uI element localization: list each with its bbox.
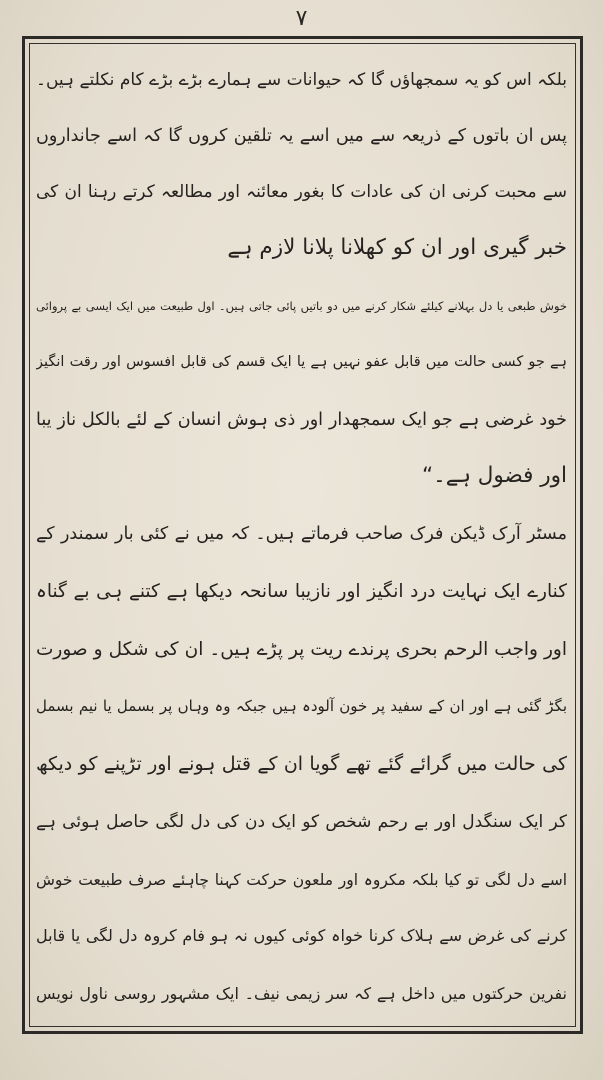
- text-line: کنارے ایک نہایت درد انگیز اور نازیبا سانحہ دیکھا ہے کتنے ہی بے گناہ: [36, 581, 567, 602]
- text-line: خبر گیری اور ان کو کھلانا پلانا لازم ہے: [227, 235, 567, 260]
- text-line: خود غرضی ہے جو ایک سمجھدار اور ذی ہوش انسان کے لئے بالکل ناز یبا: [36, 410, 567, 430]
- text-line: پس ان باتوں کے ذریعہ سے میں اسے یہ تلقین کروں گا کہ اسے جانداروں: [36, 126, 567, 146]
- page-number: ۷: [295, 6, 308, 31]
- text-line: اور فضول ہے۔“: [422, 463, 567, 488]
- text-line: بلکہ اس کو یہ سمجھاؤں گا کہ حیوانات سے ہمارے بڑے بڑے کام نکلتے ہیں۔: [36, 70, 567, 90]
- text-line: اور واجب الرحم بحری پرندے ریت پر پڑے ہیں۔ ان کی شکل و صورت: [36, 639, 567, 660]
- text-line: بگڑ گئی ہے اور ان کے سفید پر خون آلودہ ہیں جبکہ وہ وہاں پر بسمل یا نیم بسمل: [36, 697, 567, 715]
- text-line: خوش طبعی یا دل بہلانے کیلئے شکار کرنے میں دو باتیں پائی جاتی ہیں۔ اول طبیعت میں ایک ایسی بے پروائی: [36, 299, 567, 313]
- text-line: مسٹر آرک ڈیکن فرک صاحب فرماتے ہیں۔ کہ میں نے کئی بار سمندر کے: [36, 524, 567, 544]
- text-line: نفرین حرکتوں میں داخل ہے کہ سر زیمی نیف۔ ایک مشہور روسی ناول نویس: [36, 984, 567, 1003]
- text-line: اسے دل لگی تو کیا بلکہ مکروہ اور ملعون حرکت کہنا چاہئے صرف طبیعت خوش: [36, 871, 567, 889]
- text-line: کر ایک سنگدل اور بے رحم شخص کو ایک دن کی دل لگی حاصل ہوئی ہے: [36, 812, 567, 832]
- urdu-text-block: [36, 60, 567, 1020]
- text-line: ہے جو کسی حالت میں قابل عفو نہیں ہے یا ایک قسم کی قابل افسوس اور رقت انگیز: [36, 354, 567, 370]
- text-line: سے محبت کرنی ان کی عادات کا بغور معائنہ اور مطالعہ کرتے رہنا ان کی: [36, 182, 567, 202]
- text-line: کرنے کی غرض سے ہلاک کرنا خواہ کوئی کیوں نہ ہو فام کروہ دل لگی یا قابل: [36, 926, 567, 945]
- text-line: کی حالت میں گرائے گئے تھے گویا ان کے قتل ہونے اور تڑپنے کو دیکھ: [36, 753, 567, 775]
